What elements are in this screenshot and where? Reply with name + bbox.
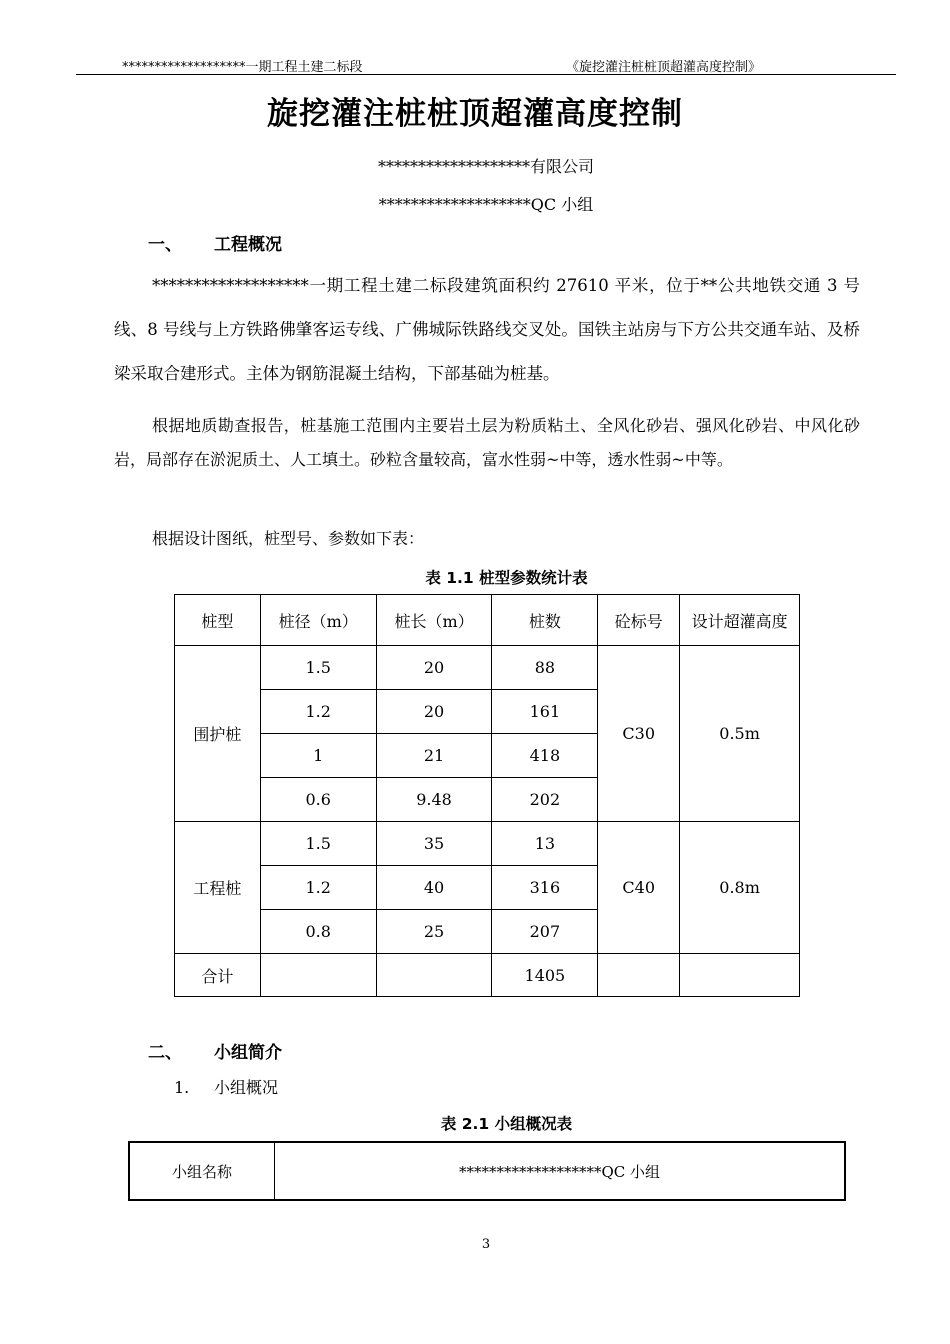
diameter-cell: 1.2 bbox=[260, 690, 376, 734]
company-name: *******************有限公司 bbox=[377, 157, 594, 176]
section-1-label: 工程概况 bbox=[214, 235, 282, 255]
total-count-cell: 1405 bbox=[492, 954, 598, 997]
empty-cell bbox=[260, 954, 376, 997]
empty-cell bbox=[376, 954, 492, 997]
length-cell: 25 bbox=[376, 910, 492, 954]
table-1-caption: 表 1.1 桩型参数统计表 bbox=[425, 569, 588, 587]
length-cell: 9.48 bbox=[376, 778, 492, 822]
length-cell: 20 bbox=[376, 690, 492, 734]
header-project: *******************一期工程土建二标段 bbox=[122, 60, 363, 75]
diameter-cell: 0.8 bbox=[260, 910, 376, 954]
group-name-label-cell: 小组名称 bbox=[129, 1142, 275, 1200]
subsection-label: 小组概况 bbox=[214, 1078, 279, 1097]
header-cell: 桩数 bbox=[492, 595, 598, 646]
subsection-heading bbox=[174, 1075, 278, 1098]
diameter-cell: 0.6 bbox=[260, 778, 376, 822]
header-cell: 桩长（m） bbox=[376, 595, 492, 646]
count-cell: 13 bbox=[492, 822, 598, 866]
diameter-cell: 1 bbox=[260, 734, 376, 778]
empty-cell bbox=[680, 954, 800, 997]
project-overview-paragraph: *******************一期工程土建二标段建筑面积约 27610 平米，位于**公共地铁交通 3 号线、8 号线与上方铁路佛肇客运专线、广佛城际铁路线交叉处。国铁主站房与下方公共交通车站、及桥梁采取合建形式。主体为钢筋混凝土结构，下部基础为桩基。 bbox=[114, 276, 860, 383]
diameter-cell: 1.5 bbox=[260, 646, 376, 690]
table-total-row bbox=[175, 954, 800, 997]
table-header-row bbox=[175, 595, 800, 646]
pile-parameter-table bbox=[174, 594, 800, 997]
subsection-number: 1. bbox=[174, 1078, 190, 1097]
length-cell: 21 bbox=[376, 734, 492, 778]
concrete-grade-cell: C30 bbox=[598, 646, 680, 822]
geology-paragraph: 根据地质勘查报告，桩基施工范围内主要岩土层为粉质粘土、全风化砂岩、强风化砂岩、中风化砂岩，局部存在淤泥质土、人工填土。砂粒含量较高，富水性弱~中等，透水性弱~中等。 bbox=[114, 416, 860, 469]
qc-group-name: *******************QC 小组 bbox=[378, 195, 594, 214]
length-cell: 40 bbox=[376, 866, 492, 910]
group-name-value-cell: *******************QC 小组 bbox=[275, 1142, 846, 1200]
section-2-label: 小组简介 bbox=[214, 1043, 282, 1063]
diameter-cell: 1.5 bbox=[260, 822, 376, 866]
header-doc-title: 《旋挖灌注桩桩顶超灌高度控制》 bbox=[566, 60, 762, 75]
over-pour-height-cell: 0.5m bbox=[680, 646, 800, 822]
pile-type-cell: 工程桩 bbox=[175, 822, 261, 954]
count-cell: 418 bbox=[492, 734, 598, 778]
page-number: 3 bbox=[481, 1237, 491, 1252]
table-row bbox=[175, 646, 800, 690]
document-title: 旋挖灌注桩桩顶超灌高度控制 bbox=[267, 96, 683, 132]
total-label-cell: 合计 bbox=[175, 954, 261, 997]
count-cell: 207 bbox=[492, 910, 598, 954]
empty-cell bbox=[598, 954, 680, 997]
table-2-caption: 表 2.1 小组概况表 bbox=[440, 1115, 573, 1133]
group-overview-table bbox=[128, 1141, 846, 1201]
diameter-cell: 1.2 bbox=[260, 866, 376, 910]
table-row bbox=[129, 1142, 845, 1200]
count-cell: 202 bbox=[492, 778, 598, 822]
page-header bbox=[76, 56, 896, 75]
count-cell: 316 bbox=[492, 866, 598, 910]
header-cell: 桩型 bbox=[175, 595, 261, 646]
pile-type-cell: 围护桩 bbox=[175, 646, 261, 822]
concrete-grade-cell: C40 bbox=[598, 822, 680, 954]
section-2-heading bbox=[148, 1038, 282, 1063]
length-cell: 35 bbox=[376, 822, 492, 866]
count-cell: 161 bbox=[492, 690, 598, 734]
header-cell: 砼标号 bbox=[598, 595, 680, 646]
table-intro-paragraph: 根据设计图纸，桩型号、参数如下表： bbox=[152, 529, 425, 548]
over-pour-height-cell: 0.8m bbox=[680, 822, 800, 954]
section-1-number: 一、 bbox=[148, 235, 182, 255]
length-cell: 20 bbox=[376, 646, 492, 690]
section-1-heading bbox=[148, 230, 282, 255]
header-cell: 桩径（m） bbox=[260, 595, 376, 646]
header-cell: 设计超灌高度 bbox=[680, 595, 800, 646]
table-row bbox=[175, 822, 800, 866]
count-cell: 88 bbox=[492, 646, 598, 690]
section-2-number: 二、 bbox=[148, 1043, 182, 1063]
